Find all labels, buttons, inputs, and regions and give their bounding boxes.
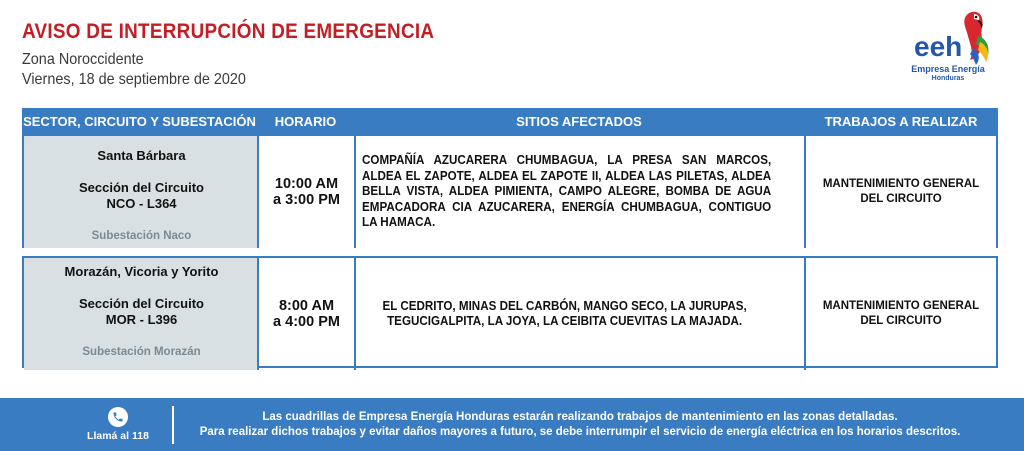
eeh-wordmark — [912, 30, 982, 64]
phone-label: Llamá al 118 — [87, 430, 149, 442]
work-line1: MANTENIMIENTO GENERAL — [822, 300, 980, 312]
phone-icon — [112, 411, 124, 423]
footer-line2: Para realizar dichos trabajos y evitar daños mayores a futuro, se debe interrumpir el servicio de energía eléctrica en los horarios descritos. — [199, 426, 961, 438]
time-end: a 4:00 PM — [273, 314, 340, 330]
logo-caption-company: Empresa Energía — [911, 64, 985, 74]
footer-message — [180, 410, 980, 440]
notice-zone: Zona Noroccidente — [22, 51, 144, 68]
svg-text:eeh: eeh — [914, 31, 963, 62]
work-line2: DEL CIRCUITO — [860, 315, 942, 327]
sites-cell — [356, 258, 806, 370]
header-schedule: HORARIO — [274, 114, 337, 129]
schedule-cell — [259, 258, 356, 370]
work-cell — [806, 258, 996, 370]
footer-line1: Las cuadrillas de Empresa Energía Honduras estarán realizando trabajos de mantenimiento en las zonas detalladas. — [262, 411, 898, 423]
notice-title: AVISO DE INTERRUPCIÓN DE EMERGENCIA — [22, 20, 435, 43]
substation-name: Subestación Morazán — [82, 346, 201, 358]
eeh-logo — [908, 8, 1000, 86]
sector-cell — [24, 136, 259, 248]
logo-caption-country: Honduras — [931, 75, 965, 82]
sites-cell — [356, 136, 806, 248]
circuit-code: MOR - L396 — [105, 312, 178, 327]
time-start: 10:00 AM — [274, 176, 339, 192]
notice-header — [22, 20, 480, 90]
header-sites: SITIOS AFECTADOS — [516, 114, 642, 129]
substation-name: Subestación Naco — [91, 230, 192, 242]
work-line2: DEL CIRCUITO — [860, 193, 942, 205]
table-header — [22, 108, 998, 136]
sector-name: Santa Bárbara — [97, 148, 186, 163]
section-label: Sección del Circuito — [79, 180, 204, 195]
affected-sites: COMPAÑÍA AZUCARERA CHUMBAGUA, LA PRESA SAN MARCOS, ALDEA EL ZAPOTE, ALDEA EL ZAPOTE II, ALDEA LAS PILETAS, ALDEA BELLA VISTA, ALDEA PIMIENTA, CAMPO ALEGRE, BOMBA DE AGUA EMPACADORA CIA AZUCARERA, ENERGÍA CHUMBAGUA, CONTIGUO LA HAMACA. — [362, 153, 772, 230]
header-sector: SECTOR, CIRCUITO Y SUBESTACIÓN — [23, 114, 256, 129]
schedule-cell — [259, 136, 356, 248]
outage-table — [22, 108, 998, 370]
sector-name: Morazán, Vicoria y Yorito — [64, 264, 219, 279]
work-cell — [806, 136, 996, 248]
footer-divider — [172, 406, 174, 444]
affected-sites: EL CEDRITO, MINAS DEL CARBÓN, MANGO SECO, LA JURUPAS, TEGUCIGALPITA, LA JOYA, LA CEIBITA CUEVITAS LA MAJADA. — [382, 298, 747, 328]
phone-button[interactable] — [108, 407, 128, 427]
footer-banner — [0, 398, 1024, 451]
work-line1: MANTENIMIENTO GENERAL — [822, 178, 980, 190]
section-label: Sección del Circuito — [79, 296, 204, 311]
time-end: a 3:00 PM — [273, 192, 340, 208]
table-row — [22, 256, 998, 368]
header-work: TRABAJOS A REALIZAR — [824, 114, 978, 129]
time-start: 8:00 AM — [278, 298, 335, 314]
notice-date: Viernes, 18 de septiembre de 2020 — [22, 71, 246, 88]
circuit-code: NCO - L364 — [106, 196, 177, 211]
sector-cell — [24, 258, 259, 370]
table-row — [22, 136, 998, 248]
